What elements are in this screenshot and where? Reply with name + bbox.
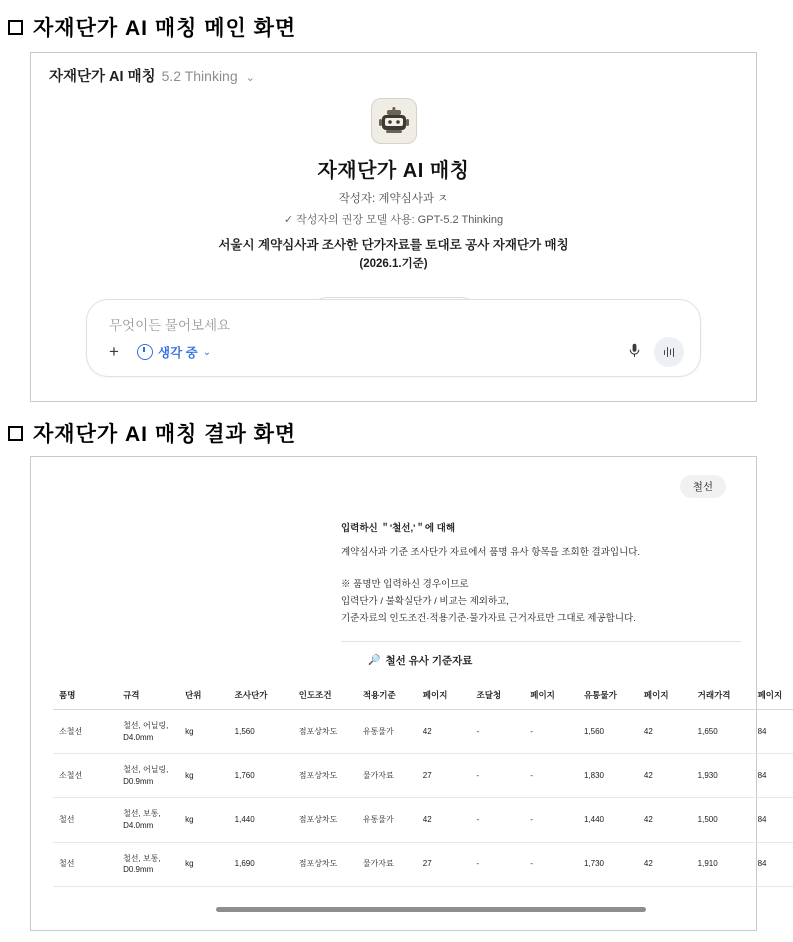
horizontal-scrollbar-thumb[interactable]: [216, 907, 646, 912]
assistant-answer: [341, 521, 741, 627]
hero-description: [31, 236, 756, 273]
waveform-bar-icon: [673, 348, 675, 357]
cell-pummyeong: 철선: [53, 842, 117, 886]
cell-georaegagyeok: 1,650: [692, 710, 752, 754]
cell-gyugyeok: 철선, 어닐링, D0.9mm: [117, 754, 179, 798]
column-header-georaegagyeok: 거래가격: [692, 679, 752, 710]
answer-line-2: 계약심사과 기준 조사단가 자료에서 품명 유사 항목을 조회한 결과입니다.: [341, 546, 641, 558]
cell-page-1: 42: [417, 798, 471, 842]
cell-page-1: 42: [417, 710, 471, 754]
answer-note-2: 입력단가 / 불확실단가 / 비교는 제외하고,: [341, 595, 509, 607]
cell-josadanga: 1,560: [229, 710, 293, 754]
column-header-page-3: 페이지: [638, 679, 692, 710]
cell-page-3: 42: [638, 798, 692, 842]
cell-yutongmulga: 1,730: [578, 842, 638, 886]
cell-jodalcheong: -: [471, 754, 525, 798]
cell-pummyeong: 소철선: [53, 754, 117, 798]
table-row: [53, 798, 793, 842]
cell-gyugyeok: 철선, 보통, D0.9mm: [117, 842, 179, 886]
cell-page-1: 27: [417, 754, 471, 798]
hero-section: [31, 98, 756, 273]
cell-georaegagyeok: 1,500: [692, 798, 752, 842]
hero-model-note: [31, 211, 756, 227]
cell-page-2: -: [524, 754, 578, 798]
hero-title: 자재단가 AI 매칭: [317, 160, 470, 182]
column-header-yutongmulga: 유통물가: [578, 679, 638, 710]
chat-input-placeholder[interactable]: 무엇이든 물어보세요: [109, 318, 231, 333]
thinking-mode-chip[interactable]: [137, 343, 211, 361]
answer-note-1: ※ 품명만 입력하신 경우이므로: [341, 579, 469, 591]
content-divider: [341, 641, 741, 642]
column-header-indojogeon: 인도조건: [293, 679, 357, 710]
cell-jodalcheong: -: [471, 710, 525, 754]
cell-yutongmulga: 1,830: [578, 754, 638, 798]
cell-page-2: -: [524, 710, 578, 754]
column-header-pummyeong: 품명: [53, 679, 117, 710]
cell-indojogeon: 점포상차도: [293, 754, 357, 798]
cell-indojogeon: 점포상차도: [293, 798, 357, 842]
cell-jeogyonggijun: 유통물가: [357, 798, 417, 842]
search-icon: 🔎: [368, 655, 381, 666]
result-table-title: [368, 653, 472, 668]
answer-note-3: 기준자료의 인도조건·적용기준·물가자료 근거자료만 그대로 제공합니다.: [341, 612, 636, 624]
column-header-josadanga: 조사단가: [229, 679, 293, 710]
cell-page-1: 27: [417, 842, 471, 886]
column-header-gyugyeok: 규격: [117, 679, 179, 710]
user-message-bubble: 철선: [680, 475, 726, 498]
cell-danwi: kg: [179, 798, 229, 842]
result-screen-screenshot: [30, 456, 783, 931]
table-row: [53, 710, 793, 754]
chat-composer[interactable]: [86, 299, 701, 377]
column-header-page-2: 페이지: [524, 679, 578, 710]
section-heading-result: [8, 418, 296, 448]
cell-georaegagyeok: 1,930: [692, 754, 752, 798]
cell-page-4: 84: [752, 842, 793, 886]
hero-description-text: 서울시 계약심사과 조사한 단가자료를 토대로 공사 자재단가 매칭: [218, 238, 569, 252]
cell-yutongmulga: 1,560: [578, 710, 638, 754]
checkbox-marker-icon: [8, 20, 23, 35]
main-screen-screenshot: [30, 52, 757, 402]
waveform-bar-icon: [670, 349, 672, 355]
cell-josadanga: 1,760: [229, 754, 293, 798]
cell-danwi: kg: [179, 754, 229, 798]
waveform-bar-icon: [664, 350, 666, 355]
check-icon: ✓: [283, 214, 294, 226]
table-header-row: [53, 679, 793, 710]
cell-page-3: 42: [638, 754, 692, 798]
column-header-page-4: 페이지: [752, 679, 793, 710]
section-heading-main-label: 자재단가 AI 매칭 메인 화면: [33, 17, 297, 40]
section-heading-main: [8, 12, 296, 42]
table-row: [53, 754, 793, 798]
cell-page-4: 84: [752, 798, 793, 842]
result-content: [31, 457, 783, 930]
chevron-down-icon[interactable]: ⌄: [245, 72, 255, 84]
cell-jeogyonggijun: 물가자료: [357, 754, 417, 798]
column-header-jodalcheong: 조달청: [471, 679, 525, 710]
cell-georaegagyeok: 1,910: [692, 842, 752, 886]
app-topbar: [31, 53, 756, 86]
cell-gyugyeok: 철선, 보통, D4.0mm: [117, 798, 179, 842]
result-table: [53, 679, 793, 887]
cell-pummyeong: 철선: [53, 798, 117, 842]
composer-toolbar: [103, 337, 684, 367]
cell-josadanga: 1,440: [229, 798, 293, 842]
cell-jeogyonggijun: 유통물가: [357, 710, 417, 754]
cell-page-2: -: [524, 842, 578, 886]
cell-page-2: -: [524, 798, 578, 842]
cell-gyugyeok: 철선, 어닐링, D4.0mm: [117, 710, 179, 754]
voice-mode-button[interactable]: [654, 337, 684, 367]
cell-jodalcheong: -: [471, 798, 525, 842]
result-table-title-label: 철선 유사 기준자료: [385, 655, 473, 667]
section-heading-result-label: 자재단가 AI 매칭 결과 화면: [33, 423, 297, 446]
horizontal-scrollbar[interactable]: [31, 907, 756, 912]
cell-jodalcheong: -: [471, 842, 525, 886]
model-version-label[interactable]: 5.2 Thinking: [161, 68, 238, 84]
app-title: 자재단가 AI 매칭: [49, 69, 156, 85]
cell-danwi: kg: [179, 842, 229, 886]
checkbox-marker-icon: [8, 426, 23, 441]
cell-page-3: 42: [638, 842, 692, 886]
chevron-down-icon: ⌄: [202, 346, 212, 358]
cell-page-4: 84: [752, 710, 793, 754]
cell-yutongmulga: 1,440: [578, 798, 638, 842]
robot-avatar-icon: [371, 98, 417, 144]
cell-danwi: kg: [179, 710, 229, 754]
waveform-bar-icon: [667, 347, 669, 357]
column-header-jeogyonggijun: 적용기준: [357, 679, 417, 710]
cell-jeogyonggijun: 물가자료: [357, 842, 417, 886]
hero-model-text: 작성자의 권장 모델 사용: GPT-5.2 Thinking: [296, 214, 504, 226]
thinking-icon: [137, 344, 153, 360]
cell-page-4: 84: [752, 754, 793, 798]
answer-line-1: 입력하신 ＂'철선,'＂에 대해: [341, 523, 456, 534]
add-attachment-icon[interactable]: +: [109, 342, 119, 361]
hero-description-sub: (2026.1.기준): [359, 257, 428, 270]
cell-pummyeong: 소철선: [53, 710, 117, 754]
cell-indojogeon: 점포상차도: [293, 842, 357, 886]
cell-josadanga: 1,690: [229, 842, 293, 886]
thinking-mode-label: 생각 중: [158, 346, 198, 360]
table-row: [53, 842, 793, 886]
column-header-page-1: 페이지: [417, 679, 471, 710]
hero-author: 작성자: 계약심사과 ㅈ: [338, 193, 449, 205]
microphone-icon[interactable]: [629, 343, 640, 361]
cell-page-3: 42: [638, 710, 692, 754]
column-header-danwi: 단위: [179, 679, 229, 710]
cell-indojogeon: 점포상차도: [293, 710, 357, 754]
